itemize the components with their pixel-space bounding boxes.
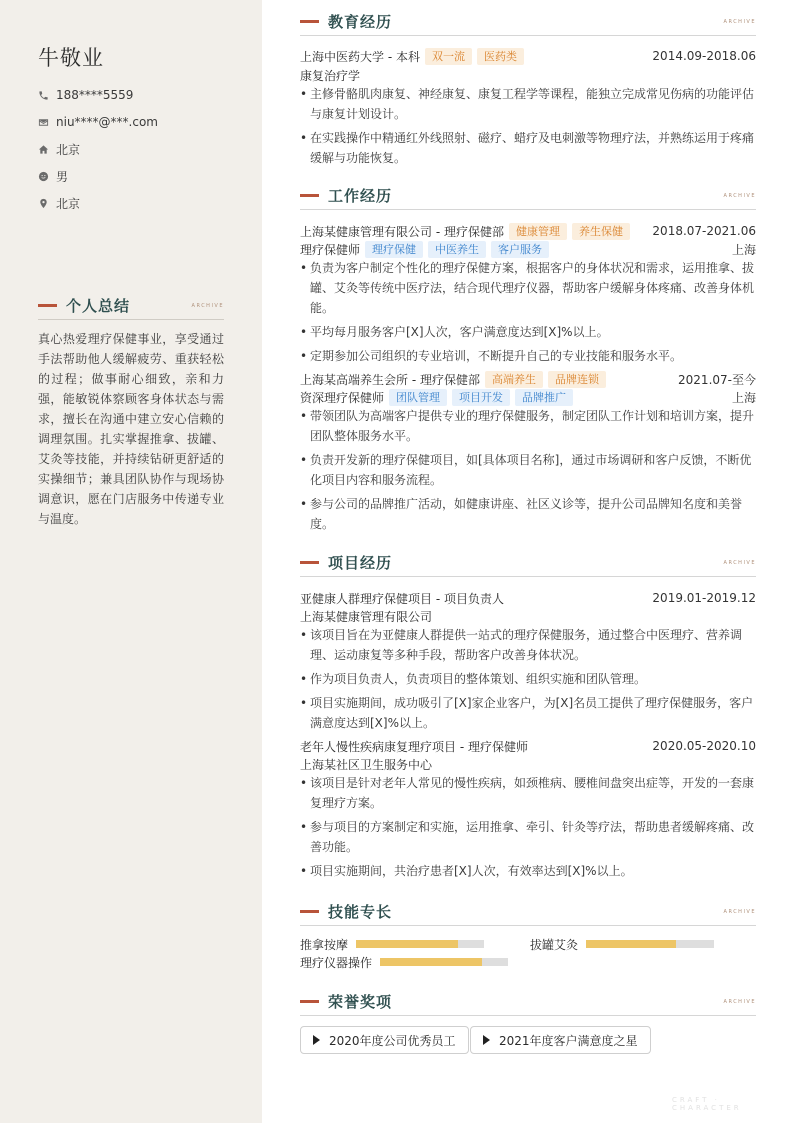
summary-header (38, 292, 224, 320)
tag: 项目开发 (452, 389, 510, 406)
education-date: 2014.09-2018.06 (652, 49, 756, 63)
tag: 健康管理 (509, 223, 567, 240)
contact-list (38, 86, 238, 221)
summary-title: 个人总结 (66, 297, 131, 315)
contact-location (38, 194, 238, 212)
work-title: 工作经历 (328, 187, 393, 205)
job-company-row (300, 222, 756, 240)
contact-email (38, 113, 238, 131)
tag: 客户服务 (491, 241, 549, 258)
skill-bar-fill (380, 958, 482, 966)
contact-gender (38, 167, 238, 185)
phone-icon (38, 90, 56, 101)
home-text: 北京 (56, 142, 81, 157)
job-date: 2021.07-至今 (678, 372, 756, 387)
tag: 理疗保健 (365, 241, 423, 258)
projects-title: 项目经历 (328, 554, 393, 572)
honor-badge (300, 1026, 469, 1054)
summary-text: 真心热爱理疗保健事业，享受通过手法帮助他人缓解疲劳、重获轻松的过程；做事耐心细致，亲和力强，能敏锐体察顾客身体状态与需求，擅长在沟通中建立安心信赖的调理氛围。扎实掌握推拿、拔罐、艾灸等技能，并持续钻研更舒适的实操细节；兼具团队协作与现场协调意识，愿在门店服务中传递专业与温度。 (38, 332, 224, 526)
project-bullet: • 该项目是针对老年人常见的慢性疾病，如颈椎病、腰椎间盘突出症等，开发的一套康复理疗方案。 (300, 773, 756, 813)
skill-name: 理疗仪器操作 (300, 955, 373, 970)
archive-label: ARCHIVE (723, 192, 756, 199)
tag: 高端养生 (485, 371, 543, 388)
tag: 团队管理 (389, 389, 447, 406)
skill-item (300, 953, 508, 971)
project-name-row (300, 737, 756, 755)
project-name: 亚健康人群理疗保健项目 - 项目负责人 (300, 591, 504, 606)
education-header (300, 8, 756, 36)
accent-dash (300, 910, 319, 913)
location-text: 北京 (56, 196, 81, 211)
honors-title: 荣誉奖项 (328, 993, 393, 1011)
project-org: 上海某健康管理有限公司 (300, 609, 433, 624)
honor-badge (470, 1026, 651, 1054)
skill-bar-fill (586, 940, 676, 948)
skill-name: 推拿按摩 (300, 937, 349, 952)
project-name: 老年人慢性疾病康复理疗项目 - 理疗保健师 (300, 739, 528, 754)
play-triangle-icon (483, 1035, 490, 1045)
email-text: niu****@***.com (56, 115, 158, 129)
education-bullet: • 主修骨骼肌肉康复、神经康复、康复工程学等课程，能独立完成常见伤病的功能评估与康复计划设计。 (300, 84, 756, 124)
project-date: 2020.05-2020.10 (652, 739, 756, 753)
skill-bar-fill (356, 940, 458, 948)
job-bullet: • 负责开发新的理疗保健项目，如[具体项目名称]，通过市场调研和客户反馈，不断优化项目内容和服务流程。 (300, 450, 756, 490)
project-bullet: • 项目实施期间，共治疗患者[X]人次，有效率达到[X]%以上。 (300, 861, 756, 881)
sidebar (0, 0, 262, 1123)
home-icon (38, 144, 56, 155)
archive-label: ARCHIVE (191, 302, 224, 309)
project-bullet: • 项目实施期间，成功吸引了[X]家企业客户，为[X]名员工提供了理疗保健服务，客户满意度达到[X]%以上。 (300, 693, 756, 733)
job-bullet: • 定期参加公司组织的专业培训，不断提升自己的专业技能和服务水平。 (300, 346, 756, 366)
job-company: 上海某高端养生会所 - 理疗保健部 (300, 372, 480, 387)
job-date: 2018.07-2021.06 (652, 224, 756, 238)
school-name: 上海中医药大学 - 本科 (300, 49, 420, 64)
archive-label: ARCHIVE (723, 908, 756, 915)
project-name-row (300, 589, 756, 607)
skill-name: 拔罐艾灸 (530, 937, 579, 952)
tag: 品牌连锁 (548, 371, 606, 388)
mail-icon (38, 117, 56, 128)
job-role-row (300, 240, 756, 258)
honor-text: 2020年度公司优秀员工 (329, 1033, 456, 1048)
job-company-row (300, 370, 756, 388)
job-role: 理疗保健师 (300, 242, 361, 257)
job-bullet: • 平均每月服务客户[X]人次，客户满意度达到[X]%以上。 (300, 322, 756, 342)
project-org-row (300, 755, 756, 773)
work-header (300, 182, 756, 210)
job-role-row (300, 388, 756, 406)
education-major-row (300, 66, 756, 84)
honor-text: 2021年度客户满意度之星 (499, 1033, 638, 1048)
skill-item (530, 935, 714, 953)
project-org-row (300, 607, 756, 625)
accent-dash (300, 20, 319, 23)
tag: 医药类 (477, 48, 524, 65)
accent-dash (38, 304, 57, 307)
tag: 双一流 (425, 48, 472, 65)
education-bullet: • 在实践操作中精通红外线照射、磁疗、蜡疗及电刺激等物理疗法，并熟练运用于疼痛缓解与功能恢复。 (300, 128, 756, 168)
archive-label: ARCHIVE (723, 559, 756, 566)
job-city: 上海 (731, 390, 756, 405)
education-school-row (300, 47, 756, 65)
job-bullet: • 负责为客户制定个性化的理疗保健方案，根据客户的身体状况和需求，运用推拿、拔罐、艾灸等传统中医疗法，结合现代理疗仪器，帮助客户缓解身体疼痛、改善身体机能。 (300, 258, 756, 318)
footer-watermark: CRAFT · CHARACTER (672, 1096, 742, 1112)
accent-dash (300, 561, 319, 564)
job-bullet: • 参与公司的品牌推广活动，如健康讲座、社区义诊等，提升公司品牌知名度和美誉度。 (300, 494, 756, 534)
contact-home (38, 140, 238, 158)
skill-bar (356, 940, 484, 948)
project-bullet: • 该项目旨在为亚健康人群提供一站式的理疗保健服务，通过整合中医理疗、营养调理、运动康复等多种手段，帮助客户改善身体状况。 (300, 625, 756, 665)
location-pin-icon (38, 198, 56, 209)
gender-text: 男 (56, 169, 69, 184)
archive-label: ARCHIVE (723, 18, 756, 25)
project-org: 上海某社区卫生服务中心 (300, 757, 433, 772)
honors-header (300, 988, 756, 1016)
skill-bar (586, 940, 714, 948)
skill-bar (380, 958, 508, 966)
contact-phone (38, 86, 238, 104)
tag: 品牌推广 (515, 389, 573, 406)
candidate-name: 牛敬业 (38, 46, 104, 70)
job-role: 资深理疗保健师 (300, 390, 385, 405)
project-date: 2019.01-2019.12 (652, 591, 756, 605)
skill-item (300, 935, 484, 953)
skills-header (300, 898, 756, 926)
education-title: 教育经历 (328, 13, 393, 31)
job-bullet: • 带领团队为高端客户提供专业的理疗保健服务，制定团队工作计划和培训方案，提升团队整体服务水平。 (300, 406, 756, 446)
job-company: 上海某健康管理有限公司 - 理疗保健部 (300, 224, 504, 239)
skills-title: 技能专长 (328, 903, 393, 921)
major: 康复治疗学 (300, 68, 361, 83)
play-triangle-icon (313, 1035, 320, 1045)
gender-icon (38, 171, 56, 182)
project-bullet: • 参与项目的方案制定和实施，运用推拿、牵引、针灸等疗法，帮助患者缓解疼痛、改善功能。 (300, 817, 756, 857)
projects-header (300, 549, 756, 577)
tag: 中医养生 (428, 241, 486, 258)
accent-dash (300, 1000, 319, 1003)
archive-label: ARCHIVE (723, 998, 756, 1005)
tag: 养生保健 (572, 223, 630, 240)
accent-dash (300, 194, 319, 197)
project-bullet: • 作为项目负责人，负责项目的整体策划、组织实施和团队管理。 (300, 669, 756, 689)
phone-text: 188****5559 (56, 88, 134, 102)
job-city: 上海 (731, 242, 756, 257)
